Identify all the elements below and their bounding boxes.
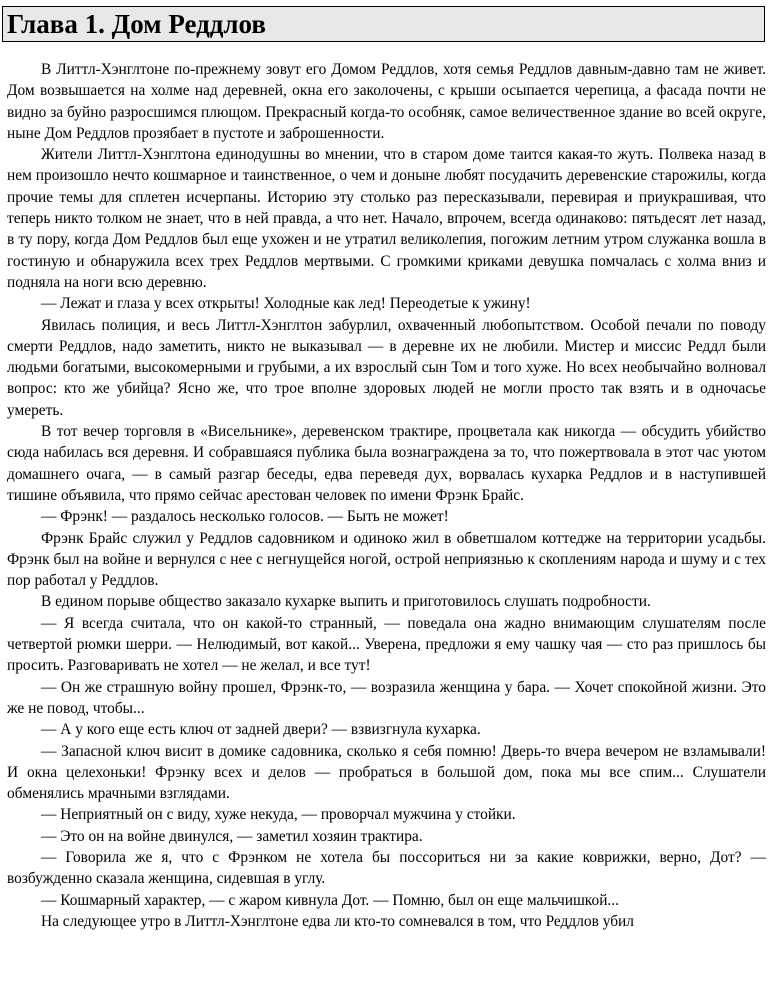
paragraph: В едином порыве общество заказало кухарке выпить и приготовилось слушать подробности.: [41, 593, 651, 611]
paragraph: — Говорила же я, что с Фрэнком не хотела бы поссориться ни за какие коврижки, верно, Дот? — возбужденно сказала женщина, сидевшая в углу.: [7, 848, 766, 888]
paragraph: — Я всегда считала, что он какой-то странный, — поведала она жадно внимающим слушателям после четвертой рюмки шерри. — Нелюдимый, вот какой... Уверена, предложи я ему чашку чая — сто раз пришлось бы просить. Разговаривать не хотел — не желал, и все тут!: [7, 614, 766, 675]
paragraph: — Кошмарный характер, — с жаром кивнула Дот. — Помню, был он еще мальчишкой...: [41, 891, 619, 909]
paragraph: В тот вечер торговля в «Висельнике», деревенском трактире, процветала как никогда — обсудить убийство сюда набилась вся деревня. И собравшаяся публика была вознаграждена за то, что пожертвовала в этот час уютом домашнего очага, — в самый разгар беседы, едва переведя дух, ворвалась кухарка Реддлов и в наступившей тишине объявила, что прямо сейчас арестован человек по имени Фрэнк Брайс.: [7, 423, 766, 504]
chapter-title: Глава 1. Дом Реддлов: [7, 9, 266, 39]
paragraph: — Он же страшную войну прошел, Фрэнк-то, — возразила женщина у бара. — Хочет спокойной жизни. Это же не повод, чтобы...: [7, 678, 766, 717]
paragraph: Явилась полиция, и весь Литтл-Хэнглтон забурлил, охваченный любопытством. Особой печали по поводу смерти Реддлов, надо заметить, никто не выказывал — в деревне их не любили. Мистер и миссис Реддл были людьми богатыми, высокомерными и грубыми, а их взрослый сын Том и того хуже. Но всех необычайно волновал вопрос: кто же убийца? Ясно же, что трое вполне здоровых людей не могли просто так взять и в одночасье умереть.: [7, 316, 766, 419]
paragraph: — Это он на войне двинулся, — заметил хозяин трактира.: [41, 827, 423, 845]
paragraph: Фрэнк Брайс служил у Реддлов садовником и одиноко жил в обветшалом коттедже на территории усадьбы. Фрэнк был на войне и вернулся с нее с негнущейся ногой, острой неприязнью к скоплениям народа и шуму и с тех пор работал у Реддлов.: [7, 529, 766, 590]
paragraph: — Неприятный он с виду, хуже некуда, — проворчал мужчина у стойки.: [41, 806, 516, 824]
paragraph: В Литтл-Хэнглтоне по-прежнему зовут его Домом Реддлов, хотя семья Реддлов давным-давно там не живет. Дом возвышается на холме над деревней, окна его заколочены, с крыши осыпается черепица, а фасада почти не видно за буйно разросшимся плющом. Прекрасный когда-то особняк, самое величественное здание во всей округе, ныне Дом Реддлов прозябает в пустоте и заброшенности.: [7, 61, 766, 142]
chapter-header: [2, 6, 765, 42]
paragraph: — А у кого еще есть ключ от задней двери? — взвизгнула кухарка.: [41, 721, 481, 739]
paragraph: На следующее утро в Литтл-Хэнглтоне едва ли кто-то сомневался в том, что Реддлов убил: [41, 912, 634, 930]
paragraph: — Запасной ключ висит в домике садовника, сколько я себя помню! Дверь-то вчера вечером не взламывали! И окна целехоньки! Фрэнку всех и делов — пробраться в большой дом, пока мы все спим... Слушатели обменялись мрачными взглядами.: [7, 742, 766, 803]
chapter-body: [7, 59, 766, 932]
paragraph: — Фрэнк! — раздалось несколько голосов. — Быть не может!: [41, 508, 449, 526]
paragraph: Жители Литтл-Хэнглтона единодушны во мнении, что в старом доме таится какая-то жуть. Полвека назад в нем произошло нечто кошмарное и таинственное, о чем и доныне любят посудачить деревенские старожилы, когда прочие темы для сплетен исчерпаны. Историю эту столько раз пересказывали, перевирая и приукрашивая, что теперь никто толком не знает, что в ней правда, а что нет. Начало, впрочем, всегда одинаково: пятьдесят лет назад, в ту пору, когда Дом Реддлов был еще ухожен и не утратил великолепия, погожим летним утром служанка вошла в гостиную и обнаружила всех трех Реддлов мертвыми. С громкими криками девушка помчалась с холма вниз и подняла на ноги всю деревню.: [7, 146, 766, 291]
paragraph: — Лежат и глаза у всех открыты! Холодные как лед! Переодетые к ужину!: [41, 295, 531, 313]
